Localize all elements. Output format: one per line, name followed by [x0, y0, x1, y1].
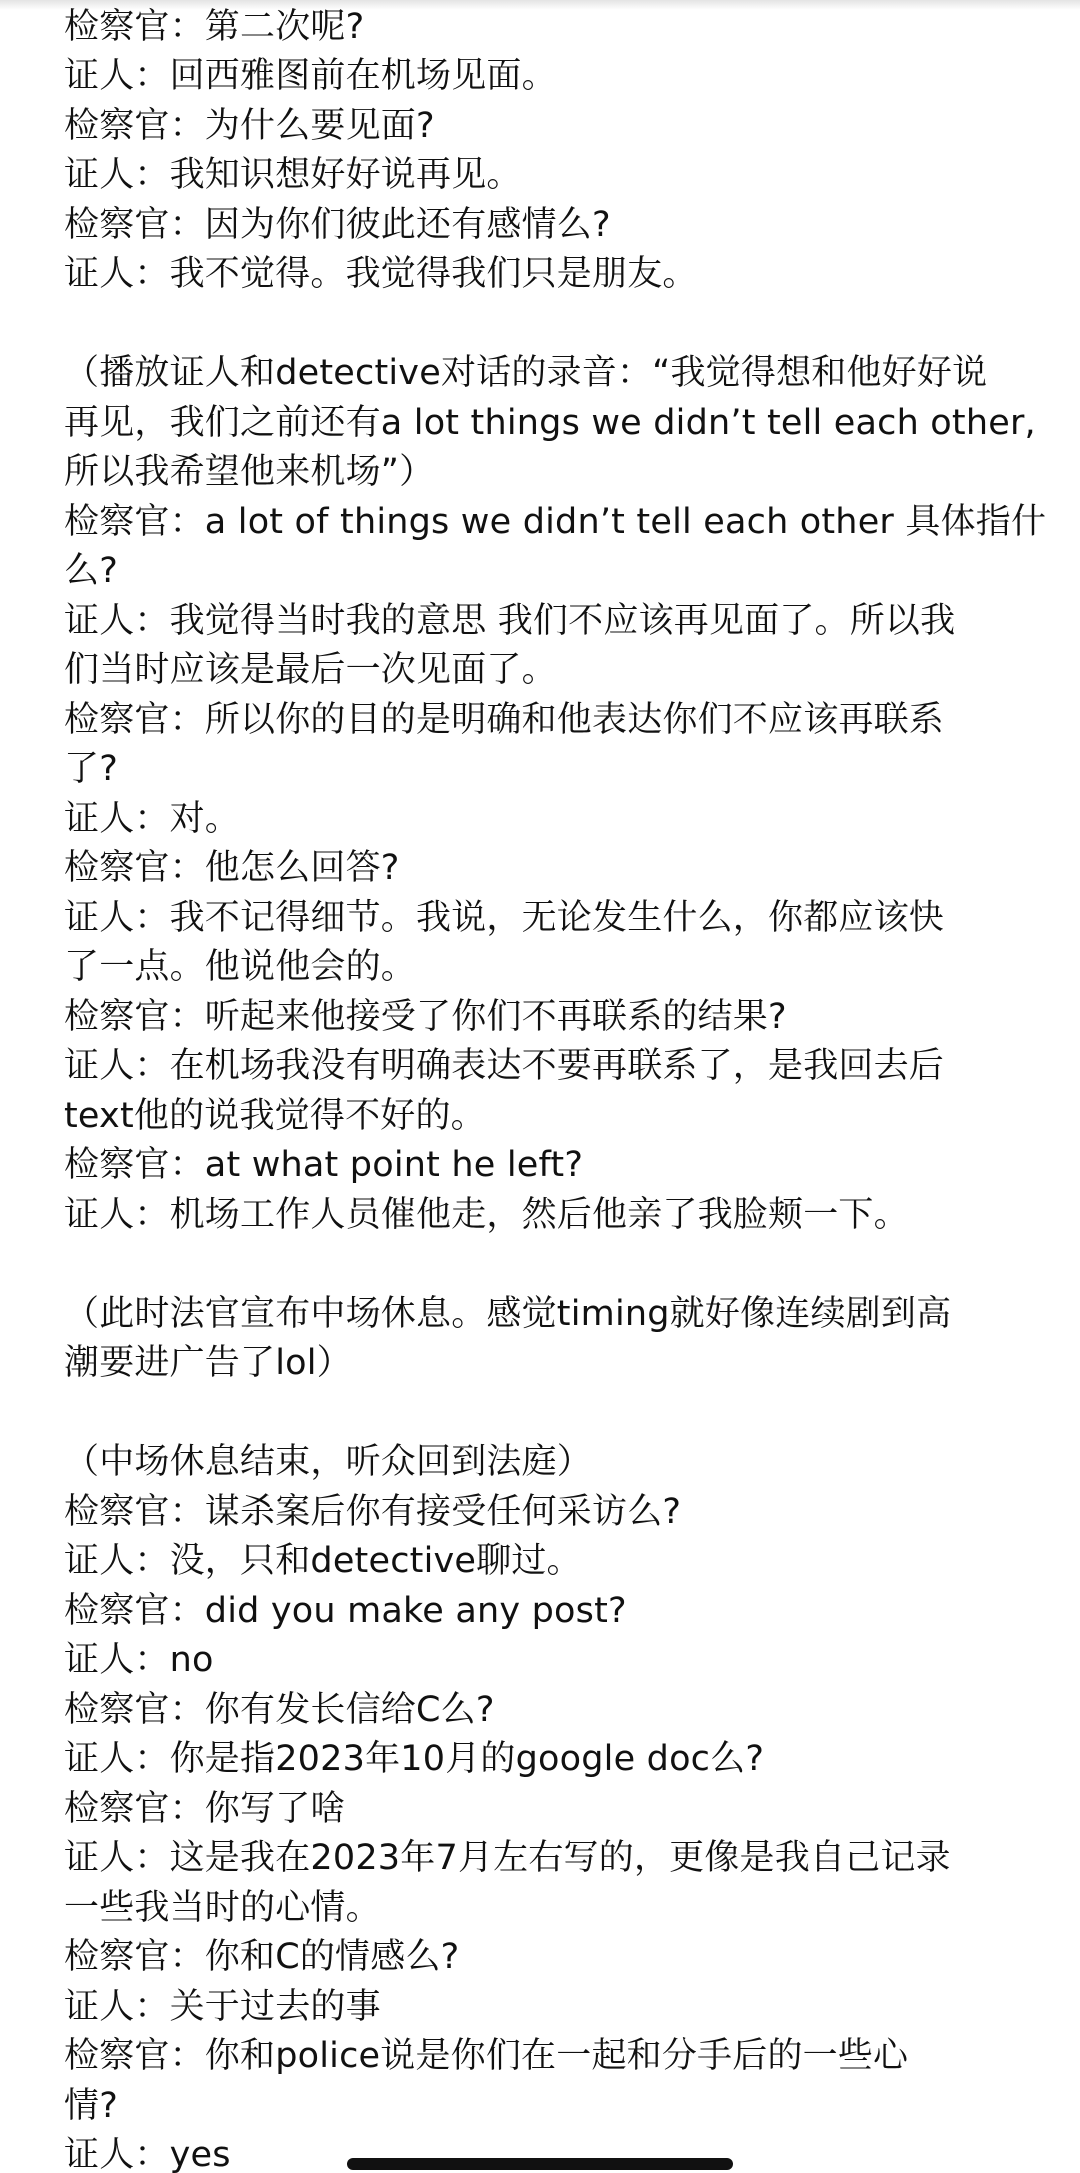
transcript-line: 证人：机场工作人员催他走，然后他亲了我脸颊一下。 — [64, 1195, 909, 1235]
transcript-line: 证人：我觉得当时我的意思 我们不应该再见面了。所以我 — [64, 601, 956, 641]
transcript-line: 检察官：at what point he left? — [64, 1145, 584, 1185]
transcript-line: 证人：我不觉得。我觉得我们只是朋友。 — [64, 254, 698, 294]
transcript-line: 了一点。他说他会的。 — [64, 947, 417, 987]
transcript-line: （播放证人和detective对话的录音：“我觉得想和他好好说 — [64, 353, 988, 393]
transcript-line: 证人：回西雅图前在机场见面。 — [64, 56, 557, 96]
transcript-line: 检察官：did you make any post? — [64, 1591, 627, 1631]
transcript-line: 检察官：听起来他接受了你们不再联系的结果? — [64, 997, 787, 1037]
transcript-line: 检察官：你写了啥 — [64, 1789, 346, 1829]
transcript-line: 潮要进广告了lol） — [64, 1343, 352, 1383]
transcript-line: 证人：no — [64, 1640, 214, 1680]
transcript-line: 检察官：你和C的情感么? — [64, 1937, 460, 1977]
transcript-line: 检察官：第二次呢? — [64, 7, 365, 47]
transcript-line: 检察官：他怎么回答? — [64, 848, 400, 888]
transcript-line: 检察官：因为你们彼此还有感情么? — [64, 205, 611, 245]
transcript-line: 了? — [64, 749, 118, 789]
transcript-line: 情? — [64, 2086, 118, 2126]
transcript-line: （中场休息结束，听众回到法庭） — [64, 1442, 593, 1482]
transcript-line: 证人：在机场我没有明确表达不要再联系了，是我回去后 — [64, 1046, 945, 1086]
transcript-line: 检察官：a lot of things we didn’t tell each other 具体指什 — [64, 502, 1047, 542]
transcript-line: （此时法官宣布中场休息。感觉timing就好像连续剧到高 — [64, 1294, 952, 1334]
transcript-line: 证人：yes — [64, 2135, 231, 2173]
transcript-line: 证人：我不记得细节。我说，无论发生什么，你都应该快 — [64, 898, 945, 938]
transcript-line: 证人：关于过去的事 — [64, 1987, 381, 2027]
transcript-line: 检察官：所以你的目的是明确和他表达你们不应该再联系 — [64, 700, 945, 740]
transcript-line: 们当时应该是最后一次见面了。 — [64, 650, 557, 690]
transcript-line: text他的说我觉得不好的。 — [64, 1096, 486, 1136]
transcript-line: 证人：这是我在2023年7月左右写的，更像是我自己记录 — [64, 1838, 951, 1878]
transcript-line: 证人：对。 — [64, 799, 241, 839]
transcript-line: 检察官：你和police说是你们在一起和分手后的一些心 — [64, 2036, 909, 2076]
transcript-line: 证人：你是指2023年10月的google doc么? — [64, 1739, 765, 1779]
transcript-line: 再见，我们之前还有a lot things we didn’t tell each other, — [64, 403, 1036, 443]
transcript-line: 检察官：你有发长信给C么? — [64, 1690, 495, 1730]
transcript-line: 证人：没，只和detective聊过。 — [64, 1541, 582, 1581]
home-indicator-bar[interactable] — [347, 2158, 733, 2170]
transcript-line: 么? — [64, 551, 118, 591]
transcript-line: 一些我当时的心情。 — [64, 1888, 381, 1928]
transcript-line: 所以我希望他来机场”） — [64, 452, 435, 492]
transcript-line: 检察官：谋杀案后你有接受任何采访么? — [64, 1492, 682, 1532]
transcript-line: 检察官：为什么要见面? — [64, 106, 435, 146]
transcript-line: 证人：我知识想好好说再见。 — [64, 155, 522, 195]
